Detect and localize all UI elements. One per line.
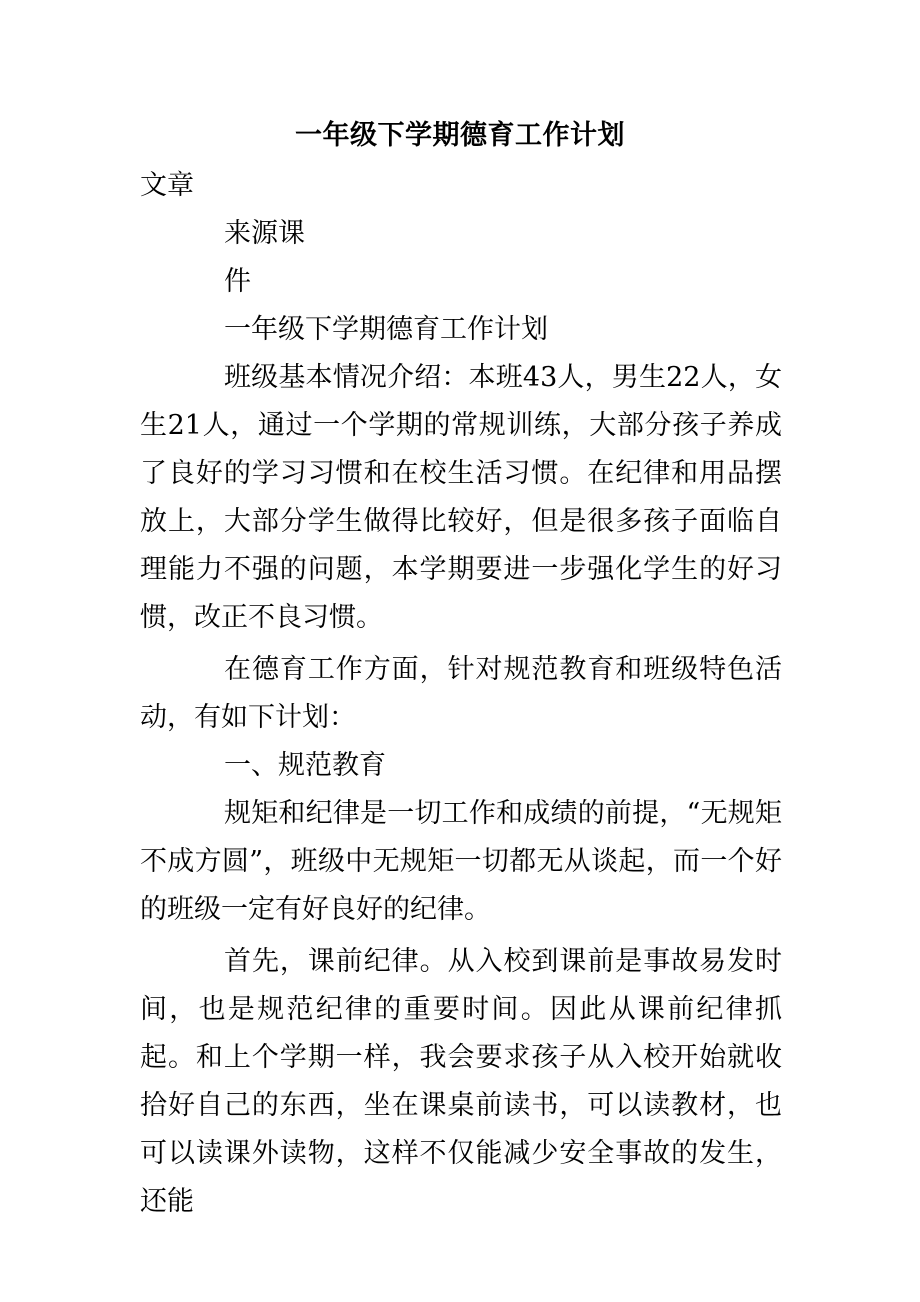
document-title: 一年级下学期德育工作计划 <box>295 120 625 151</box>
section-heading-norms: 一、规范教育 <box>224 750 386 781</box>
document-body <box>140 162 782 1226</box>
paragraph-rules: 规矩和纪律是一切工作和成绩的前提，“无规矩不成方圆”，班级中无规矩一切都无从谈起，而一个好的班级一定有好良好的纪律。 <box>140 798 782 925</box>
paragraph-source-label: 文章 <box>140 170 194 201</box>
paragraph-plan-intro: 在德育工作方面，针对规范教育和班级特色活动，有如下计划： <box>140 654 782 733</box>
paragraph-source-line: 来源课 <box>224 218 305 249</box>
paragraph-pre-class-discipline: 首先，课前纪律。从入校到课前是事故易发时间，也是规范纪律的重要时间。因此从课前纪律抓起。和上个学期一样，我会要求孩子从入校开始就收拾好自己的东西，坐在课桌前读书，可以读教材，也可以读课外读物，这样不仅能减少安全事故的发生，还能 <box>140 946 782 1217</box>
paragraph-source-suffix: 件 <box>224 266 251 297</box>
paragraph-subtitle: 一年级下学期德育工作计划 <box>224 314 548 345</box>
paragraph-class-intro: 班级基本情况介绍：本班43人，男生22人，女生21人，通过一个学期的常规训练，大部分孩子养成了良好的学习习惯和在校生活习惯。在纪律和用品摆放上，大部分学生做得比较好，但是很多孩子面临自理能力不强的问题，本学期要进一步强化学生的好习惯，改正不良习惯。 <box>140 362 782 633</box>
